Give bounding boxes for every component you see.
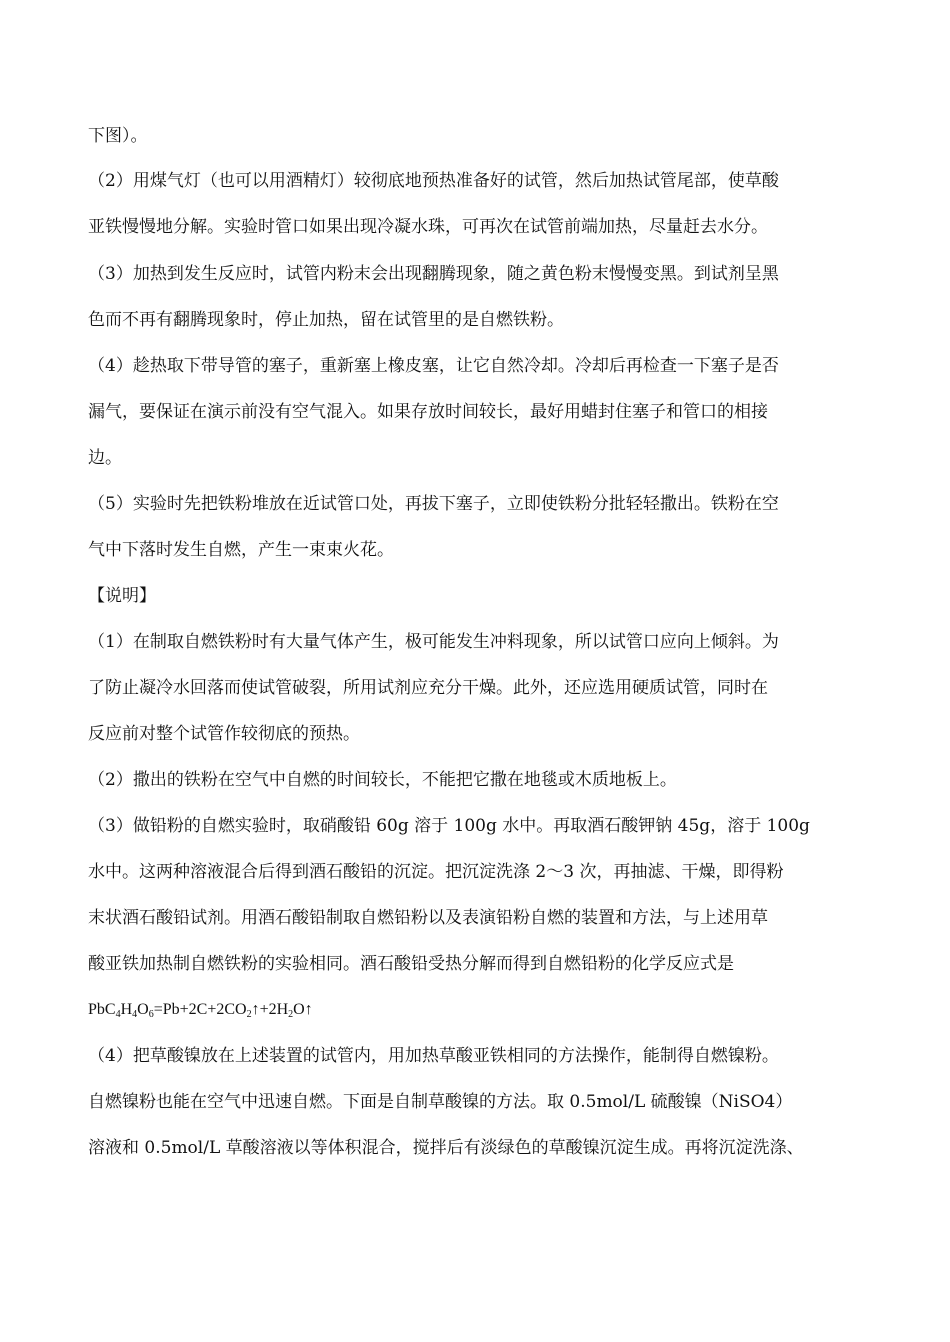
text-line: 气中下落时发生自燃，产生一束束火花。 bbox=[88, 540, 394, 560]
text-line: （2）撒出的铁粉在空气中自燃的时间较长，不能把它撒在地毯或木质地板上。 bbox=[88, 770, 677, 790]
text-line: 下图）。 bbox=[88, 126, 148, 146]
text-line: 酸亚铁加热制自燃铁粉的实验相同。酒石酸铅受热分解而得到自燃铅粉的化学反应式是 bbox=[88, 954, 734, 974]
text-line: 反应前对整个试管作较彻底的预热。 bbox=[88, 724, 360, 744]
text-line: 水中。这两种溶液混合后得到酒石酸铅的沉淀。把沉淀洗涤 2～3 次，再抽滤、干燥，即得粉 bbox=[88, 862, 784, 882]
text-line: （5）实验时先把铁粉堆放在近试管口处，再拔下塞子，立即使铁粉分批轻轻撒出。铁粉在空 bbox=[88, 494, 779, 514]
text-line: 自燃镍粉也能在空气中迅速自燃。下面是自制草酸镍的方法。取 0.5mol/L 硫酸镍（NiSO4） bbox=[88, 1092, 793, 1112]
text-line: （3）做铅粉的自燃实验时，取硝酸铅 60g 溶于 100g 水中。再取酒石酸钾钠 45g，溶于 100g bbox=[88, 816, 810, 836]
text-line: 末状酒石酸铅试剂。用酒石酸铅制取自燃铅粉以及表演铅粉自燃的装置和方法，与上述用草 bbox=[88, 908, 768, 928]
text-line: 亚铁慢慢地分解。实验时管口如果出现冷凝水珠，可再次在试管前端加热，尽量赶去水分。 bbox=[88, 217, 768, 237]
text-line: 边。 bbox=[88, 448, 122, 468]
chemical-equation: $PbC_4H_4O_6=Pb+2C+2CO_2↑+2H_2O↑$ bbox=[88, 1001, 313, 1020]
text-line: 了防止凝冷水回落而使试管破裂，所用试剂应充分干燥。此外，还应选用硬质试管，同时在 bbox=[88, 678, 768, 698]
section-heading: 【说明】 bbox=[88, 586, 156, 606]
text-line: 漏气，要保证在演示前没有空气混入。如果存放时间较长，最好用蜡封住塞子和管口的相接 bbox=[88, 402, 768, 422]
text-line: （3）加热到发生反应时，试管内粉末会出现翻腾现象，随之黄色粉末慢慢变黑。到试剂呈黑 bbox=[88, 264, 779, 284]
text-line: （1）在制取自燃铁粉时有大量气体产生，极可能发生冲料现象，所以试管口应向上倾斜。为 bbox=[88, 632, 779, 652]
text-line: （4）把草酸镍放在上述装置的试管内，用加热草酸亚铁相同的方法操作，能制得自燃镍粉。 bbox=[88, 1046, 779, 1066]
text-line: （2）用煤气灯（也可以用酒精灯）较彻底地预热准备好的试管，然后加热试管尾部，使草酸 bbox=[88, 171, 779, 191]
text-line: 色而不再有翻腾现象时，停止加热，留在试管里的是自燃铁粉。 bbox=[88, 310, 564, 330]
text-line: （4）趁热取下带导管的塞子，重新塞上橡皮塞，让它自然冷却。冷却后再检查一下塞子是否 bbox=[88, 356, 779, 376]
text-line: 溶液和 0.5mol/L 草酸溶液以等体积混合，搅拌后有淡绿色的草酸镍沉淀生成。再将沉淀洗涤、 bbox=[88, 1138, 804, 1158]
